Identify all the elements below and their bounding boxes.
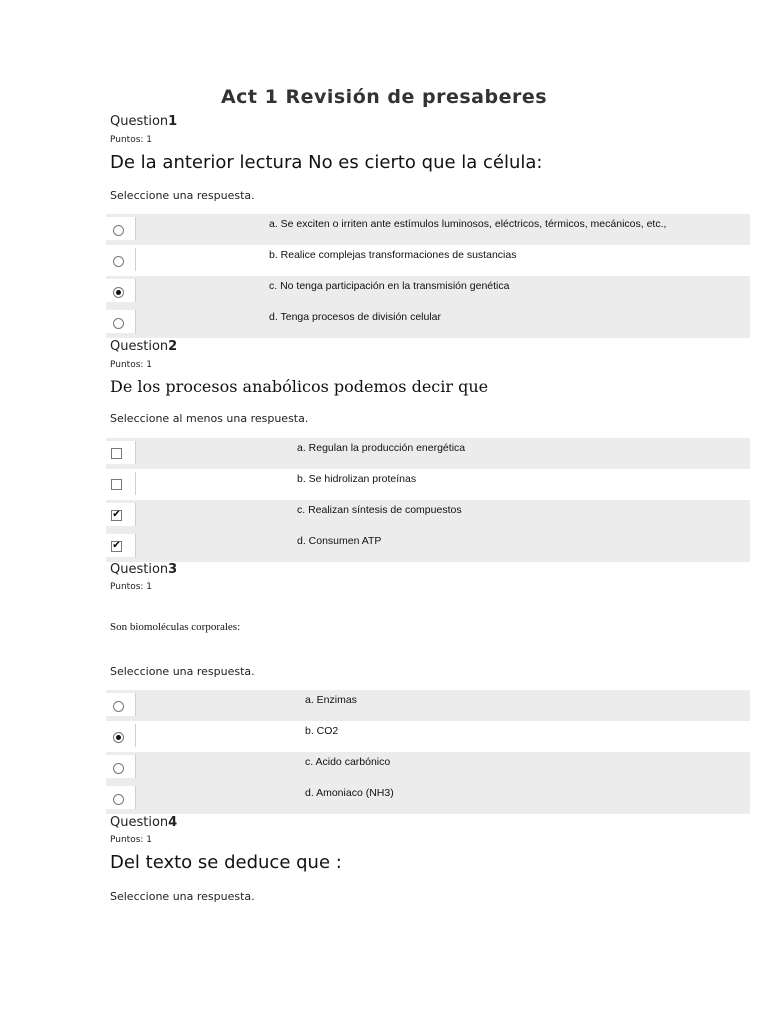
page-title: Act 1 Revisión de presaberes <box>220 86 548 108</box>
question-text: De los procesos anabólicos podemos decir que <box>110 377 489 396</box>
answer-option[interactable] <box>106 752 750 783</box>
option-text: c. Realizan síntesis de compuestos <box>297 504 462 516</box>
option-text: a. Se exciten o irriten ante estímulos luminosos, eléctricos, térmicos, mecánicos, etc., <box>269 218 667 230</box>
answer-option[interactable] <box>106 307 750 338</box>
options-list <box>106 690 750 814</box>
points-label: Puntos: 1 <box>110 135 153 145</box>
option-text: c. No tenga participación en la transmisión genética <box>269 280 510 292</box>
checkbox[interactable] <box>111 448 122 459</box>
radio-button[interactable] <box>113 256 124 267</box>
question-instruction: Seleccione una respuesta. <box>110 890 255 903</box>
answer-option[interactable] <box>106 214 750 245</box>
option-text: a. Enzimas <box>305 694 357 706</box>
option-text: d. Consumen ATP <box>297 535 382 547</box>
answer-option[interactable] <box>106 721 750 752</box>
question-instruction: Seleccione una respuesta. <box>110 665 255 678</box>
option-text: c. Acido carbónico <box>305 756 391 768</box>
answer-option[interactable] <box>106 245 750 276</box>
points-label: Puntos: 1 <box>110 582 153 592</box>
answer-option[interactable] <box>106 500 750 531</box>
option-text: a. Regulan la producción energética <box>297 442 466 454</box>
question-label: Question3 <box>110 562 178 577</box>
question-text: Son biomoléculas corporales: <box>110 621 241 633</box>
question-number: 3 <box>168 562 178 577</box>
options-list <box>106 214 750 338</box>
question-number: 2 <box>168 339 178 354</box>
answer-option[interactable] <box>106 531 750 562</box>
answer-option[interactable] <box>106 783 750 814</box>
question-instruction: Seleccione al menos una respuesta. <box>110 412 309 425</box>
option-text: b. CO2 <box>305 725 339 737</box>
option-text: b. Se hidrolizan proteínas <box>297 473 417 485</box>
checkbox[interactable]: ✔ <box>112 540 121 551</box>
answer-option[interactable] <box>106 276 750 307</box>
option-text: d. Tenga procesos de división celular <box>269 311 441 323</box>
radio-button[interactable] <box>113 318 124 329</box>
answer-option[interactable] <box>106 438 750 469</box>
question-number: 1 <box>168 114 178 129</box>
answer-option[interactable] <box>106 690 750 721</box>
radio-button[interactable] <box>113 225 124 236</box>
radio-button[interactable] <box>113 763 124 774</box>
option-text: d. Amoniaco (NH3) <box>305 787 394 799</box>
question-text: Del texto se deduce que : <box>110 852 342 873</box>
points-label: Puntos: 1 <box>110 360 153 370</box>
question-label: Question1 <box>110 114 178 129</box>
checkbox[interactable] <box>111 479 122 490</box>
points-label: Puntos: 1 <box>110 835 153 845</box>
question-label: Question2 <box>110 339 178 354</box>
radio-button[interactable] <box>113 732 124 743</box>
radio-button[interactable] <box>113 701 124 712</box>
question-label: Question4 <box>110 815 178 830</box>
question-text: De la anterior lectura No es cierto que la célula: <box>110 152 543 173</box>
question-number: 4 <box>168 815 178 830</box>
option-text: b. Realice complejas transformaciones de sustancias <box>269 249 517 261</box>
options-list <box>106 438 750 562</box>
question-instruction: Seleccione una respuesta. <box>110 189 255 202</box>
checkbox[interactable]: ✔ <box>112 509 121 520</box>
radio-button[interactable] <box>113 287 124 298</box>
answer-option[interactable] <box>106 469 750 500</box>
radio-button[interactable] <box>113 794 124 805</box>
